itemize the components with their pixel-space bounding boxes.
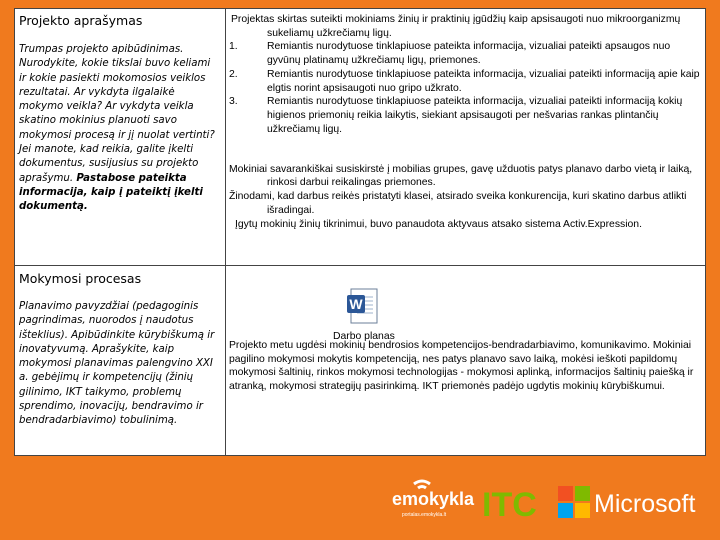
project-description-body: Trumpas projekto apibūdinimas. Nurodykite, kokie tikslai buvo keliami ir kokie pasiekti mokomosios veiklos rezultatai. Ar vykdyta ilgalaikė mokymo veikla? Ar vykdyta veikla skatino mokinius planuoti savo mokymosi procesą ir jį nuolat vertinti? Jei manote, kad reikia, galite įkelti dokumentus, susijusius su projekto aprašymu. — [19, 44, 215, 184]
project-description-heading: Projekto aprašymas — [19, 13, 143, 28]
goal-item: 3. Remiantis nurodytuose tinklapiuose pateikta informacija, vizualiai pateikti informaciją kokių higienos priemonių reikia laikytis, siekiant apsisaugoti per nešvarias rankas plintančių užkrečiamų ligų. — [229, 96, 683, 135]
project-description-note: Pastabose pateikta informacija, kaip į pateiktį įkelti dokumentą. — [19, 172, 203, 213]
svg-text:W: W — [349, 296, 363, 312]
row-divider — [15, 265, 705, 266]
learning-process-text: Planavimo pavyzdžiai (pedagoginis pagrindimas, nuorodos į naudotus išteklius). Apibūdinkite kūrybiškumą ir inovatyvumą. Aprašykite, kaip mokymosi planavimas palengvino XXI a. gebėjimų ir kompetencijų (žinių gilinimo, IKT taikymo, problemų sprendimo, inovacijų, bendravimo ir bendradarbiavimo) tobulinimą. — [19, 301, 215, 427]
project-details-cell — [229, 13, 703, 231]
emokykla-tagline: portalas.emokykla.lt — [402, 512, 447, 518]
partner-logos — [392, 478, 712, 528]
project-description-text — [19, 43, 219, 214]
goal-list — [229, 40, 703, 136]
process-paragraph: Žinodami, kad darbus reikės pristatyti klasei, atsirado sveika konkurencija, kuri skatino darbus atlikti išradingai. — [229, 191, 687, 216]
microsoft-wordmark: Microsoft — [594, 490, 696, 518]
itc-logo: ITC — [482, 486, 537, 524]
learning-process-cell — [15, 271, 223, 429]
learning-process-heading: Mokymosi procesas — [19, 271, 142, 286]
goal-item: 2. Remiantis nurodytuose tinklapiuose pateikta informacija, vizualiai pateikti informaciją apie kaip elgtis norint apsisaugoti nuo gripo užkrato. — [229, 68, 700, 94]
column-divider — [225, 9, 226, 455]
microsoft-logo — [558, 486, 695, 518]
work-plan-link[interactable]: Darbo planas — [333, 331, 395, 342]
goal-item: 1. Remiantis nurodytuose tinklapiuose pateikta informacija, vizualiai pateikti apsaugos nuo gyvūnų platinamų užkrečiamų ligų, priemones. — [229, 41, 671, 67]
competencies-summary: Projekto metu ugdėsi mokinių bendrosios kompetencijos-bendradarbiavimo, komunikavimo. Mokiniai pagilino mokymosi mokytis kompetenciją, nes patys planavo savo laiką, mokėsi ieškoti papildomų mokymosi šaltinių, rinkos mokymosi technologijas - mokymosi aplinką, informacijos šaltinių paiešką ir atranką, mokymosi strategijų pasirinkimą. IKT priemonės padėjo ugdytis mokinių kūrybiškumui. — [229, 340, 694, 393]
project-description-cell — [15, 13, 223, 214]
word-document-icon[interactable] — [345, 287, 385, 327]
emokykla-logo — [392, 481, 475, 518]
project-intro: Projektas skirtas suteikti mokiniams žinių ir praktinių įgūdžių kaip apsisaugoti nuo mikroorganizmų sukeliamų užkrečiamų ligų. — [231, 14, 681, 39]
content-table — [14, 8, 706, 456]
process-paragraph: Mokiniai savarankiškai susiskirstė į mobilias grupes, gavę užduotis patys planavo darbo vietą ir laiką, rinkosi darbui reikalingas priemones. — [229, 163, 693, 189]
emokykla-wordmark: emokykla — [392, 489, 475, 509]
process-paragraph: Įgytų mokinių žinių tikrinimui, buvo panaudota aktyvaus atsako sistema Activ.Expression. — [235, 218, 642, 230]
